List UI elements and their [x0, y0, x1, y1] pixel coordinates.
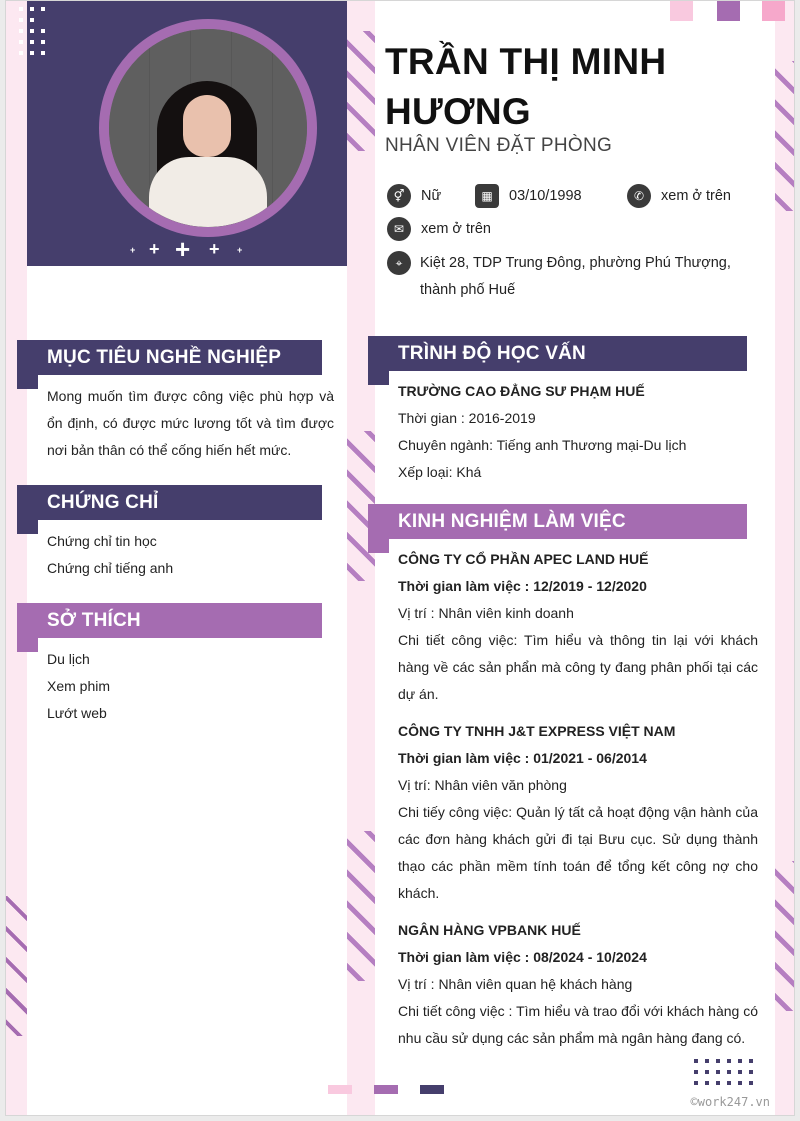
decorative-square	[762, 1, 785, 21]
education-grade: Xếp loại: Khá	[398, 464, 482, 480]
certificate-item: Chứng chỉ tin học	[47, 533, 157, 549]
job-period: Thời gian làm việc : 08/2024 - 10/2024	[398, 949, 647, 965]
cv-page	[5, 0, 795, 1116]
address-info	[387, 251, 421, 275]
decorative-bar	[374, 1085, 398, 1094]
education-heading: TRÌNH ĐỘ HỌC VẤN	[368, 336, 747, 371]
plus-decor: +	[130, 245, 136, 255]
plus-decor: +	[209, 239, 220, 259]
certificates-heading: CHỨNG CHỈ	[17, 485, 322, 520]
birthday-value: 03/10/1998	[509, 188, 582, 204]
phone-icon: ✆	[627, 184, 651, 208]
education-period: Thời gian : 2016-2019	[398, 410, 536, 426]
job-company: CÔNG TY TNHH J&T EXPRESS VIỆT NAM	[398, 723, 676, 739]
gender-value: Nữ	[421, 188, 442, 204]
email-info	[387, 217, 491, 241]
section-tab	[17, 375, 38, 389]
hobby-item: Du lịch	[47, 651, 90, 667]
school-name: TRƯỜNG CAO ĐẲNG SƯ PHẠM HUẾ	[398, 383, 645, 399]
header-photo-panel	[27, 1, 347, 266]
address-value: Kiệt 28, TDP Trung Đông, phường Phú Thượng, thành phố Huế	[420, 255, 731, 298]
hobby-item: Lướt web	[47, 705, 107, 721]
objective-heading: MỤC TIÊU NGHỀ NGHIỆP	[17, 340, 322, 375]
decorative-stripes	[6, 896, 27, 1036]
dot-grid-decor	[694, 1059, 753, 1085]
phone-value: xem ở trên	[661, 188, 731, 204]
decorative-stripes	[347, 31, 375, 151]
job-company: NGÂN HÀNG VPBANK HUẾ	[398, 922, 581, 938]
job-title: NHÂN VIÊN ĐẶT PHÒNG	[385, 135, 613, 156]
plus-decor: +	[237, 245, 243, 255]
decorative-square	[670, 1, 693, 21]
section-tab	[368, 371, 389, 385]
profile-photo	[109, 29, 307, 227]
job-detail: Chi tiết công việc: Tìm hiểu và thông tin lại với khách hàng về các sản phẩn mà công ty đang phân phối tại các dự án.	[398, 632, 758, 702]
phone-info	[627, 184, 731, 208]
decorative-bar	[420, 1085, 444, 1094]
job-company: CÔNG TY CỔ PHẦN APEC LAND HUẾ	[398, 551, 649, 567]
gender-icon: ⚥	[387, 184, 411, 208]
section-tab	[17, 520, 38, 534]
calendar-icon: ▦	[475, 184, 499, 208]
section-tab	[17, 638, 38, 652]
job-detail: Chi tiết công việc : Tìm hiểu và trao đổi với khách hàng có nhu cầu sử dụng các sản phẩm mà ngân hàng đang có.	[398, 1003, 758, 1046]
job-role: Vị trí : Nhân viên quan hệ khách hàng	[398, 976, 633, 992]
job-period: Thời gian làm việc : 12/2019 - 12/2020	[398, 578, 647, 594]
experience-heading: KINH NGHIỆM LÀM VIỆC	[368, 504, 747, 539]
job-period: Thời gian làm việc : 01/2021 - 06/2014	[398, 750, 647, 766]
decorative-square	[717, 1, 740, 21]
birthday-info	[475, 184, 582, 208]
education-major: Chuyên ngành: Tiếng anh Thương mại-Du lịch	[398, 437, 687, 453]
hobby-item: Xem phim	[47, 678, 111, 694]
section-tab	[368, 539, 389, 553]
decorative-stripes	[775, 861, 795, 1011]
decorative-bar	[328, 1085, 352, 1094]
job-role: Vị trí : Nhân viên kinh doanh	[398, 605, 574, 621]
location-pin-icon: ⌖	[387, 251, 411, 275]
objective-text: Mong muốn tìm được công việc phù hợp và ổn định, có được mức lương tốt và tìm được nơi bản thân có thể cống hiến hết mức.	[47, 388, 334, 458]
email-value: xem ở trên	[421, 221, 491, 237]
full-name: TRẦN THỊ MINH HƯƠNG	[385, 41, 667, 132]
decorative-stripes	[775, 61, 795, 211]
photo-frame	[99, 19, 317, 237]
hobbies-heading: SỞ THÍCH	[17, 603, 322, 638]
dot-grid-decor	[19, 7, 45, 55]
plus-decor: +	[149, 239, 160, 259]
job-detail: Chi tiếy công việc: Quản lý tất cả hoạt động vận hành của các đơn hàng khách gửi đi tại Bưu cục. Sử dụng thành thạo các phần mềm tính toán để tổng kết công nợ cho khách.	[398, 804, 758, 901]
plus-decor: +	[175, 234, 191, 264]
gender-info	[387, 184, 441, 208]
decorative-stripes	[347, 831, 375, 981]
certificate-item: Chứng chỉ tiếng anh	[47, 560, 174, 576]
watermark: ©work247.vn	[690, 1095, 770, 1109]
mail-icon: ✉	[387, 217, 411, 241]
job-role: Vị trí: Nhân viên văn phòng	[398, 777, 567, 793]
